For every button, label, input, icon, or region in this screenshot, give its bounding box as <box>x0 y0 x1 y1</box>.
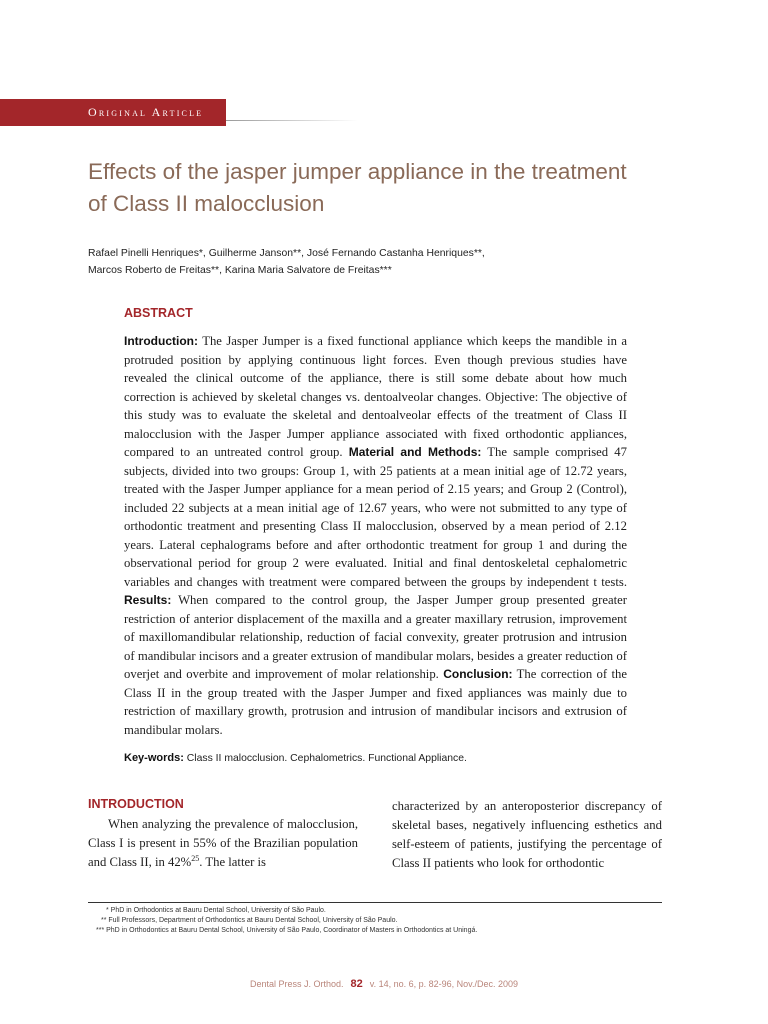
citation-superscript: 25 <box>191 853 200 863</box>
author-line-2: Marcos Roberto de Freitas**, Karina Maria Salvatore de Freitas*** <box>88 265 392 276</box>
section-label: Original Article <box>88 105 204 119</box>
author-line-1: Rafael Pinelli Henriques*, Guilherme Janson**, José Fernando Castanha Henriques**, <box>88 248 485 259</box>
abstract-methods-text: The sample comprised 47 subjects, divided into two groups: Group 1, with 25 patients at a mean initial age of 12.72 years, treated with the Jasper Jumper appliance for a mean period of 2.15 years; and Group 2 (Control), included 22 subjects at a mean initial age of 12.67 years, who were not submitted to any type of orthodontic treatment and presenting Class II malocclusion, observed by a mean period of 2.12 years. Lateral cephalograms before and after orthodontic treatment for group 1 and during the observational period for group 2 were evaluated. Initial and final dentoskeletal cephalometric variables and changes with treatment were compared between the groups by independent t tests. <box>124 445 627 589</box>
footer-journal: Dental Press J. Orthod. <box>249 979 344 989</box>
abstract-introduction-label: Introduction: <box>124 334 198 348</box>
footnote-3: *** PhD in Orthodontics at Bauru Dental School, University of São Paulo, Coordinator of Masters in Orthodontics at Uningá. <box>96 927 478 935</box>
keywords <box>124 750 627 767</box>
introduction-column-2: characterized by an anteroposterior discrepancy of skeletal bases, negatively influencing esthetics and self-esteem of patients, justifying the percentage of Class II patients who look for orthodontic <box>392 799 662 870</box>
abstract-body <box>124 332 627 739</box>
footer-page-number: 82 <box>350 978 363 990</box>
introduction-column-1 <box>88 815 358 872</box>
author-list <box>88 245 708 279</box>
footnote-2: ** Full Professors, Department of Orthodontics at Bauru Dental School, University of São Paulo. <box>101 917 398 925</box>
abstract-methods-label: Material and Methods: <box>348 445 482 459</box>
article-title: Effects of the jasper jumper appliance in the treatment of Class II malocclusion <box>88 159 627 216</box>
keywords-label: Key-words: <box>124 752 184 764</box>
footnotes <box>96 906 676 937</box>
footnote-1: * PhD in Orthodontics at Bauru Dental School, University of São Paulo. <box>106 907 326 914</box>
abstract-conclusion-label: Conclusion: <box>443 667 513 681</box>
abstract-heading: ABSTRACT <box>124 306 193 320</box>
introduction-col1-text: When analyzing the prevalence of malocclusion, Class I is present in 55% of the Brazilian population and Class II, in 42% <box>88 817 358 869</box>
abstract-conclusion-text: The correction of the Class II in the group treated with the Jasper Jumper and fixed appliances was mainly due to restriction of maxillary growth, protrusion and intrusion of mandibular incisors and extrusion of mandibular molars. <box>124 667 627 737</box>
abstract-results-label: Results: <box>124 593 172 607</box>
abstract-introduction-text: The Jasper Jumper is a fixed functional appliance which keeps the mandible in a protruded position by applying continuous light forces. Even though previous studies have revealed the clinical outcome of the appliance, there is still some debate about how much correction is achieved by skeletal changes vs. dentoalveolar changes. Objective: The objective of this study was to evaluate the skeletal and dentoalveolar effects of the treatment of Class II malocclusion with the Jasper Jumper appliance associated with fixed orthodontic appliances, compared to an untreated control group. <box>124 334 627 459</box>
page-footer <box>0 978 768 990</box>
section-label-rule <box>226 120 358 121</box>
footnote-divider <box>88 902 662 903</box>
keywords-text: Class II malocclusion. Cephalometrics. Functional Appliance. <box>183 753 467 764</box>
footer-citation: v. 14, no. 6, p. 82-96, Nov./Dec. 2009 <box>369 979 519 989</box>
abstract-results-text: When compared to the control group, the Jasper Jumper group presented greater restriction of anterior displacement of the maxilla and a greater maxillary retrusion, improvement of maxillomandibular relationship, reduction of facial convexity, greater protrusion and intrusion of mandibular incisors and a greater extrusion of mandibular molars, besides a greater reduction of overjet and overbite and improvement of molar relationship. <box>124 593 627 681</box>
introduction-col1-tail: . The latter is <box>199 855 266 869</box>
introduction-heading: INTRODUCTION <box>88 797 184 811</box>
